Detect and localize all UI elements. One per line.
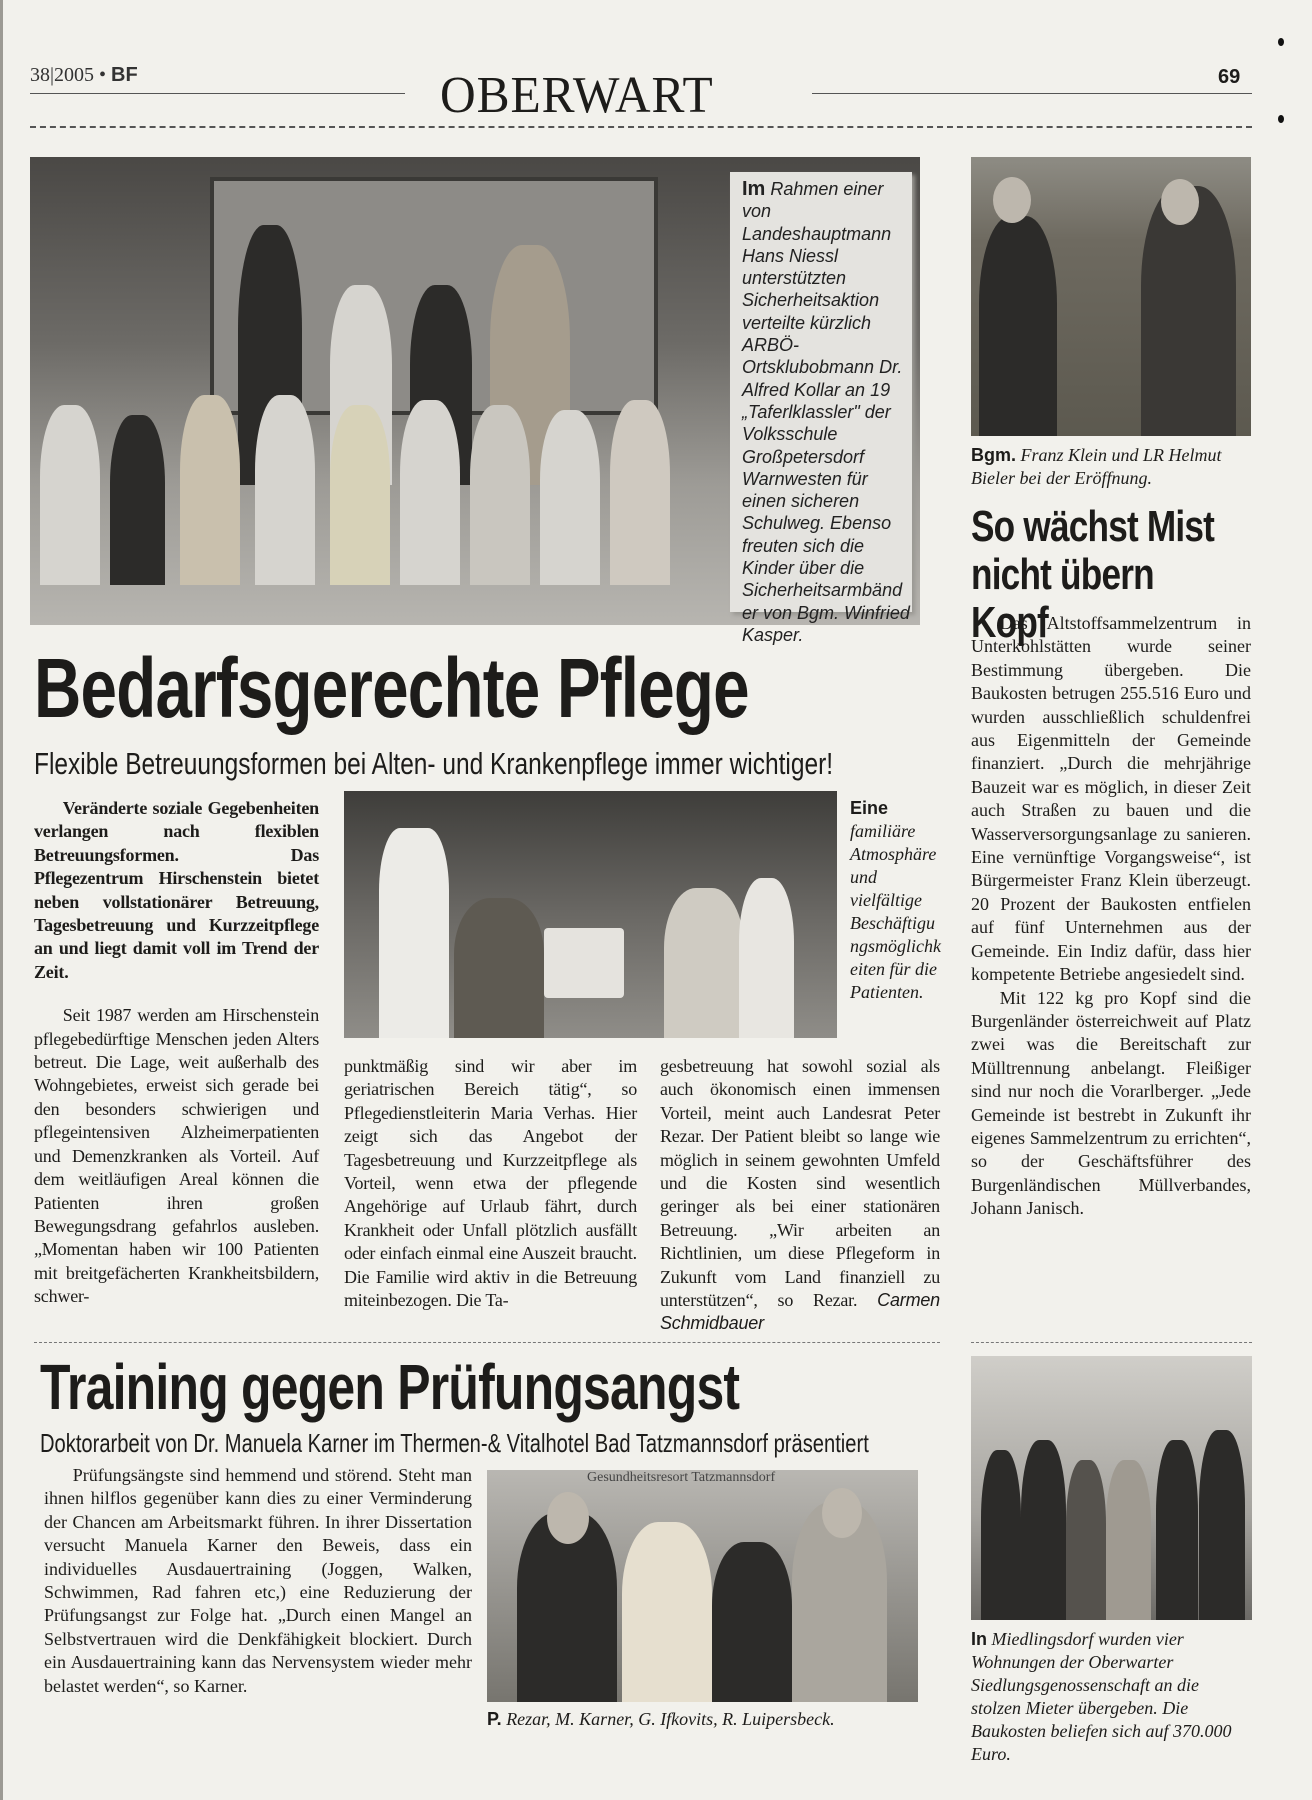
photo-training-presentation [487, 1470, 918, 1702]
article-col1-pflege [34, 797, 319, 1309]
subheadline-pflege: Flexible Betreuungsformen bei Alten- und Krankenpflege immer wichtiger! [34, 746, 834, 781]
photo-caption-training [487, 1708, 927, 1731]
article-col3-pflege [660, 1055, 940, 1336]
subheadline-training: Doktorarbeit von Dr. Manuela Karner im Thermen-& Vitalhotel Bad Tatzmannsdorf präsentiert [40, 1428, 869, 1458]
photo-opening [971, 157, 1251, 436]
header-divider [30, 126, 1252, 128]
paragraph: gesbetreuung hat sowohl sozial als auch ökonomisch einen immensen Vorteil, meint auch Landesrat Peter Rezar. Der Patient bleibt so lange wie möglich in seinem gewohnten Umfeld und die Kosten sind wesentlich geringer als bei einer stationären Betreuung. „Wir arbeiten an Richtlinien, um diese Pflegeform in Zukunft vom Land finanziell zu unterstützen“, so Rezar. [660, 1056, 940, 1311]
section-divider [971, 1342, 1252, 1343]
section-title: OBERWART [440, 67, 714, 124]
caption-text: Franz Klein und LR Helmut Bieler bei der Eröffnung. [971, 445, 1222, 488]
lead-paragraph: Veränderte soziale Gegebenheiten verlangen nach flexiblen Betreuungsformen. Das Pflegezentrum Hirschenstein bietet neben vollstationärer Betreuung, Tagesbetreuung und Kurzzeitpflege an und liegt damit voll im Trend der Zeit. [34, 798, 319, 982]
scan-mark [1278, 115, 1284, 123]
section-divider [34, 1342, 940, 1343]
headline-mist: So wächst Mist nicht übern Kopf [971, 502, 1215, 647]
paragraph: Prüfungsängste sind hemmend und störend. Steht man ihnen hilflos gegenüber kann dies zu einer Verminderung der Chancen am Arbeitsmarkt führen. In ihrer Dissertation versucht Manuela Karner den Beweis, dass ein individuelles Ausdauertraining (Joggen, Walken, Schwimmen, Rad fahren etc,) eine Reduzierung der Prüfungsangst zur Folge hat. „Durch einen Mangel an Selbstvertrauen wird die Denkfähigkeit blockiert. Durch ein Ausdauertraining kann das Nervensystem wieder mehr belastet werden“, so Karner. [44, 1465, 472, 1696]
paragraph: Mit 122 kg pro Kopf sind die Burgenländer österreichweit auf Platz zwei was die Bereitschaft zur Mülltrennung anbelangt. Fleißiger sind nur noch die Vorarlberger. „Jede Gemeinde ist bestrebt in Zukunft ihr eigenes Sammelzentrum zu errichten“, so der Geschäftsführer des Burgenländischen Müllverbandes, Johann Janisch. [971, 987, 1251, 1219]
headline-training: Training gegen Prüfungsangst [40, 1351, 740, 1423]
caption-text: Rezar, M. Karner, G. Ifkovits, R. Luipersbeck. [506, 1709, 835, 1729]
photo-housing-handover [971, 1356, 1252, 1620]
photo-caption-children [730, 172, 912, 645]
byline: Carmen Schmidbauer [660, 1290, 940, 1334]
issue-number: 38|2005 [30, 64, 95, 86]
caption-text: Rahmen einer von Landeshauptmann Hans Niessl unterstützten Sicherheitsaktion verteilte kürzlich ARBÖ-Ortsklubobmann Dr. Alfred Kollar an 19 „Taferlklassler" der Volksschule Großpetersdorf Warnwesten für einen sicheren Schulweg. Ebenso freuten sich die Kinder über die Sicherheitsarmbänder von Bgm. Winfried Kasper. [742, 179, 910, 645]
article-col2-pflege [344, 1055, 637, 1312]
scan-mark [1278, 38, 1284, 46]
photo-caption-opening [971, 444, 1251, 490]
page-number: 69 [1218, 66, 1241, 88]
photo-caption-care [850, 797, 942, 1004]
caption-text: Miedlingsdorf wurden vier Wohnungen der Oberwarter Siedlungsgenossenschaft an die stolzen Mieter übergeben. Die Baukosten beliefen sich auf 370.000 Euro. [971, 1629, 1232, 1764]
page-edge [0, 0, 3, 1800]
article-body-mist [971, 612, 1251, 1221]
paragraph: Seit 1987 werden am Hirschenstein pflegebedürftige Menschen jeden Alters betreut. Die Lage, weit außerhalb des Wohngebietes, erweist sich gerade bei den besonders schwierigen und pflegeintensiven Alzheimerpatienten und Demenzkranken als Vorteil. Auf dem weitläufigen Areal können die Patienten ihren großen Bewegungsdrang gefahrlos ausleben. „Momentan haben wir 100 Patienten mit breitgefächerten Krankheitsbildern, schwer- [34, 1005, 319, 1307]
caption-lead: P. [487, 1709, 502, 1729]
issue-label [30, 64, 138, 87]
bullet: • [99, 64, 107, 86]
headline-pflege: Bedarfsgerechte Pflege [34, 641, 749, 735]
caption-lead: Eine [850, 798, 889, 818]
header-rule-left [30, 93, 405, 94]
photo-care-center [344, 791, 837, 1038]
article-body-training [44, 1464, 472, 1698]
caption-text: familiäre Atmosphäre und vielfältige Beschäftigungsmöglichkeiten für die Patienten. [850, 821, 941, 1002]
caption-lead: Im [742, 178, 766, 200]
paragraph: punktmäßig sind wir aber im geriatrischen Bereich tätig“, so Pflegedienstleiterin Maria Verhas. Hier zeigt sich das Angebot der Tagesbetreuung und Kurzzeitpflege als Vorteil, wenn etwa der pflegende Angehörige auf Urlaub fährt, durch Krankheit oder Unfall plötzlich ausfällt oder einfach einmal eine Auszeit braucht. Die Familie wird aktiv in die Betreuung miteinbezogen. Die Ta- [344, 1056, 637, 1311]
photo-caption-housing [971, 1628, 1252, 1766]
caption-lead: Bgm. [971, 445, 1016, 465]
paragraph: Das Altstoffsammelzentrum in Unterkohlstätten wurde seiner Bestimmung übergeben. Die Baukosten betrugen 255.516 Euro und wurden ausschließlich schuldenfrei aus Eigenmitteln der Gemeinde finanziert. „Durch die mehrjährige Bauzeit war es möglich, in dieser Zeit auch Straßen zu bauen und die Wasserversorgungsanlage zu sanieren. Eine vernünftige Vorgangsweise“, ist Bürgermeister Franz Klein überzeugt. 20 Prozent der Baukosten entfielen auf fünf Unternehmen aus der Gemeinde. Ein Indiz dafür, dass hier kompetente Betriebe angesiedelt sind. [971, 613, 1251, 985]
publication-name: BF [111, 64, 138, 86]
header-rule-right [812, 93, 1252, 94]
photo-sign: Gesundheitsresort Tatzmannsdorf [587, 1470, 776, 1485]
caption-lead: In [971, 1629, 987, 1649]
